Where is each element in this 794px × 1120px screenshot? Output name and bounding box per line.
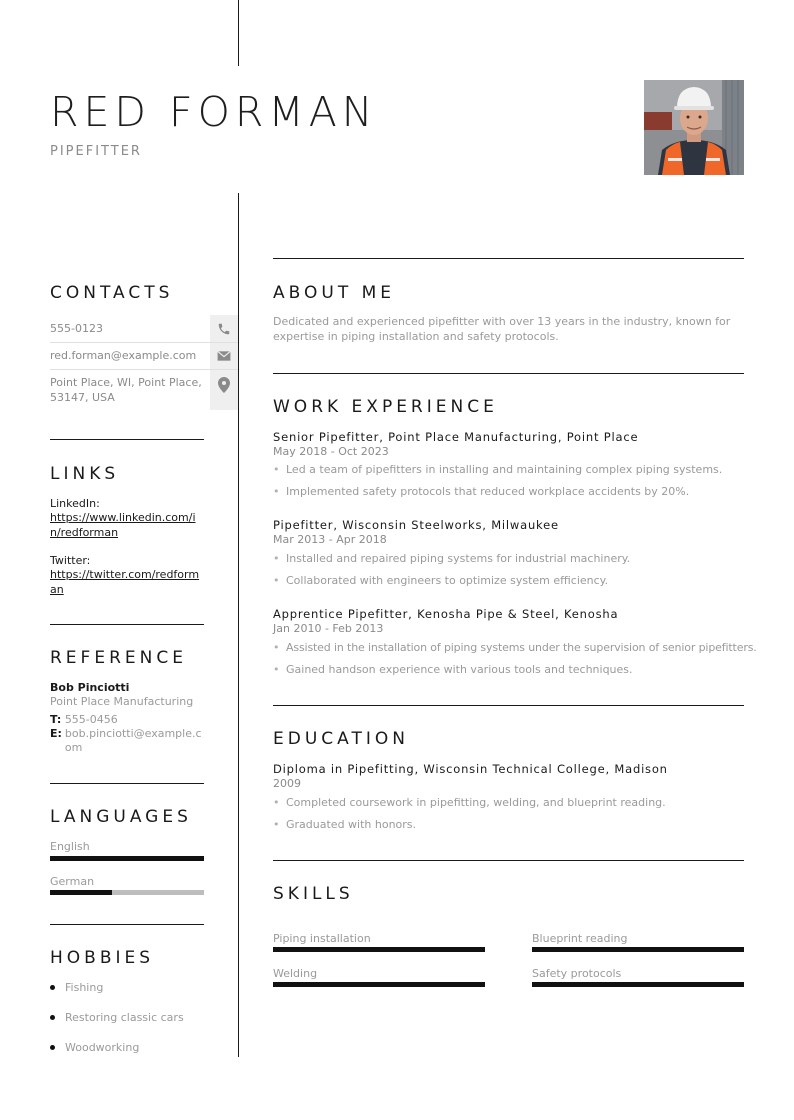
reference-phone[interactable]: 555-0456: [64, 713, 118, 726]
job-3-title: Apprentice Pipefitter, Kenosha Pipe & Steel, Kenosha: [273, 607, 619, 621]
language-english-fill: [50, 856, 204, 861]
skill-bar: [532, 947, 744, 952]
links-heading: LINKS: [50, 464, 120, 484]
hobby-item: [50, 1011, 184, 1024]
divider-experience: [273, 373, 744, 374]
bullet-text: Implemented safety protocols that reduced workplace accidents by 20%.: [286, 485, 690, 498]
language-german-fill: [50, 890, 112, 895]
reference-email-line: [50, 727, 205, 755]
job-2-bullet-1: • Installed and repaired piping systems for industrial machinery.: [273, 552, 631, 565]
job-2-dates: Mar 2013 - Apr 2018: [273, 533, 387, 546]
divider-education: [273, 705, 744, 706]
job-title: PIPEFITTER: [50, 144, 142, 159]
skill-bar: [273, 947, 485, 952]
job-3-bullet-2: • Gained handson experience with various tools and techniques.: [273, 663, 633, 676]
job-3-dates: Jan 2010 - Feb 2013: [273, 622, 384, 635]
skill-label: Safety protocols: [532, 967, 622, 980]
divider-line-main: [238, 193, 239, 1057]
mail-icon: [210, 343, 238, 369]
education-degree: Diploma in Pipefitting, Wisconsin Technical College, Madison: [273, 762, 668, 776]
contact-email[interactable]: red.forman@example.com: [50, 349, 197, 362]
reference-name: Bob Pinciotti: [50, 681, 130, 694]
education-bullet-2: • Graduated with honors.: [273, 818, 417, 831]
job-3-bullet-1: • Assisted in the installation of piping systems under the supervision of senior pipefitters.: [273, 641, 757, 654]
education-heading: EDUCATION: [273, 729, 409, 749]
bullet-text: Collaborated with engineers to optimize system efficiency.: [286, 574, 609, 587]
bullet-text: Installed and repaired piping systems for industrial machinery.: [286, 552, 631, 565]
skill-bar: [273, 982, 485, 987]
bullet-text: Completed coursework in pipefitting, welding, and blueprint reading.: [286, 796, 666, 809]
language-english-bar: [50, 856, 204, 861]
divider-links: [50, 624, 204, 625]
job-2-bullet-2: • Collaborated with engineers to optimize system efficiency.: [273, 574, 609, 587]
reference-company: Point Place Manufacturing: [50, 695, 194, 708]
experience-heading: WORK EXPERIENCE: [273, 397, 498, 417]
location-pin-icon: [210, 370, 238, 410]
twitter-label: Twitter:: [50, 554, 91, 567]
divider-line-top: [238, 0, 239, 66]
reference-phone-line: [50, 713, 118, 727]
portrait-photo: [644, 80, 744, 175]
contact-phone-row: [50, 315, 238, 343]
skill-label: Welding: [273, 967, 318, 980]
job-1-title: Senior Pipefitter, Point Place Manufacturing, Point Place: [273, 430, 639, 444]
divider-reference: [50, 783, 204, 784]
contacts-heading: CONTACTS: [50, 283, 174, 303]
bullet-text: Gained handson experience with various tools and techniques.: [286, 663, 633, 676]
hobby-item: [50, 1041, 139, 1054]
language-german-bar: [50, 890, 204, 895]
divider-languages: [50, 924, 204, 925]
profile-photo: [644, 80, 744, 175]
linkedin-link[interactable]: https://www.linkedin.com/in/redforman: [50, 511, 196, 539]
skill-bar: [532, 982, 744, 987]
skill-label: Blueprint reading: [532, 932, 628, 945]
phone-icon: [210, 315, 238, 342]
job-1-bullet-2: • Implemented safety protocols that reduced workplace accidents by 20%.: [273, 485, 690, 498]
twitter-link[interactable]: https://twitter.com/redforman: [50, 568, 200, 596]
about-text: Dedicated and experienced pipefitter with over 13 years in the industry, known for expertise in piping installation and safety protocols.: [273, 315, 731, 343]
education-bullet-1: • Completed coursework in pipefitting, welding, and blueprint reading.: [273, 796, 666, 809]
skills-heading: SKILLS: [273, 884, 354, 904]
linkedin-label: LinkedIn:: [50, 497, 100, 510]
contact-email-row: [50, 343, 238, 370]
contact-address-row: [50, 370, 238, 410]
education-year: 2009: [273, 777, 301, 790]
divider-about-top: [273, 258, 744, 259]
hobby-item: [50, 981, 103, 994]
bullet-text: Led a team of pipefitters in installing and maintaining complex piping systems.: [286, 463, 723, 476]
about-heading: ABOUT ME: [273, 283, 396, 303]
reference-heading: REFERENCE: [50, 648, 187, 668]
hobby-label: Woodworking: [65, 1041, 140, 1054]
divider-contacts: [50, 439, 204, 440]
bullet-text: Assisted in the installation of piping systems under the supervision of senior pipefitters.: [286, 641, 757, 654]
skill-label: Piping installation: [273, 932, 371, 945]
reference-email-label: E:: [50, 727, 62, 740]
reference-email[interactable]: bob.pinciotti@example.com: [64, 727, 202, 754]
bullet-dot-icon: [50, 985, 55, 990]
job-2-title: Pipefitter, Wisconsin Steelworks, Milwaukee: [273, 518, 559, 532]
contact-address: Point Place, WI, Point Place, 53147, USA: [50, 376, 202, 404]
candidate-name: RED FORMAN: [50, 88, 378, 136]
hobby-label: Fishing: [65, 981, 104, 994]
reference-phone-label: T:: [50, 713, 62, 726]
bullet-dot-icon: [50, 1015, 55, 1020]
language-english-label: English: [50, 840, 90, 853]
hobbies-heading: HOBBIES: [50, 948, 155, 968]
language-german-label: German: [50, 875, 95, 888]
languages-heading: LANGUAGES: [50, 807, 192, 827]
job-1-bullet-1: • Led a team of pipefitters in installing and maintaining complex piping systems.: [273, 463, 723, 476]
bullet-text: Graduated with honors.: [286, 818, 417, 831]
divider-skills: [273, 860, 744, 861]
bullet-dot-icon: [50, 1045, 55, 1050]
hobby-label: Restoring classic cars: [65, 1011, 184, 1024]
job-1-dates: May 2018 - Oct 2023: [273, 445, 389, 458]
contact-phone[interactable]: 555-0123: [50, 322, 103, 335]
